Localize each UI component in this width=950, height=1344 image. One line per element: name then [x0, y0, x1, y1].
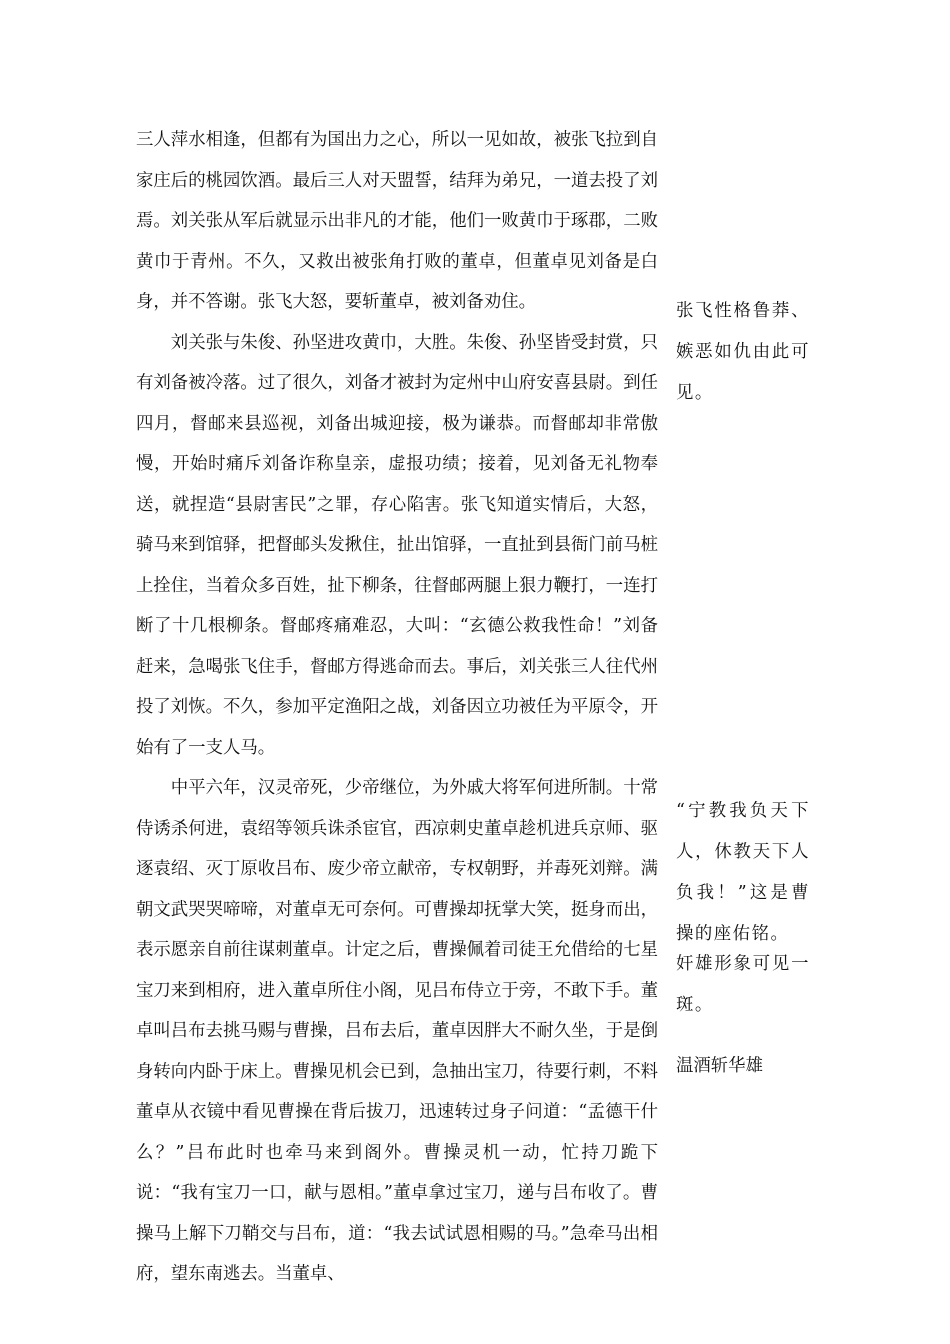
margin-note-next-section: 温酒斩华雄 — [676, 1056, 763, 1076]
margin-note-zhangfei: 张飞性格鲁莽、嫉恶如仇由此可见。 — [676, 301, 810, 403]
paragraph-2: 刘关张与朱俊、孙坚进攻黄巾，大胜。朱俊、孙坚皆受封赏，只有刘备被冷落。过了很久，刘备才被封为定州中山府安喜县尉。到任四月，督邮来县巡视，刘备出城迎接，极为谦恭。而督邮却非常傲慢，开始时痛斥刘备诈称皇亲，虚报功绩；接着，见刘备无礼物奉送，就捏造“县尉害民”之罪，存心陷害。张飞知道实情后，大怒，骑马来到馆驿，把督邮头发揪住，扯出馆驿，一直扯到县衙门前马桩上拴住，当着众多百姓，扯下柳条，往督邮两腿上狠力鞭打，一连打断了十几根柳条。督邮疼痛难忍，大叫：“玄德公救我性命！”刘备赶来，急喝张飞住手，督邮方得逃命而去。事后，刘关张三人往代州投了刘恢。不久，参加平定渔阳之战，刘备因立功被任为平原令，开始有了一支人马。 — [136, 332, 658, 758]
margin-note-villain-image: 奸雄形象可见一斑。 — [676, 954, 810, 1015]
paragraph-1: 三人萍水相逢，但都有为国出力之心，所以一见如故，被张飞拉到自家庄后的桃园饮酒。最后三人对天盟誓，结拜为弟兄，一道去投了刘焉。刘关张从军后就显示出非凡的才能，他们一败黄巾于琢郡，二败黄巾于青州。不久，又救出被张角打败的董卓，但董卓见刘备是白身，并不答谢。张飞大怒，要斩董卓，被刘备劝住。 — [136, 130, 658, 312]
main-text-column — [136, 120, 658, 1295]
paragraph-3: 中平六年，汉灵帝死，少帝继位，为外戚大将军何进所制。十常侍诱杀何进，袁绍等领兵诛杀宦官，西凉刺史董卓趁机进兵京师、驱逐袁绍、灭丁原收吕布、废少帝立献帝，专权朝野，并毒死刘辩。满朝文武哭哭啼啼，对董卓无可奈何。可曹操却抚掌大笑，挺身而出，表示愿亲自前往谋刺董卓。计定之后，曹操佩着司徒王允借给的七星宝刀来到相府，进入董卓所住小阁，见吕布侍立于旁，不敢下手。董卓叫吕布去挑马赐与曹操，吕布去后，董卓因胖大不耐久坐，于是倒身转向内卧于床上。曹操见机会已到，急抽出宝刀，待要行刺，不料董卓从衣镜中看见曹操在背后拔刀，迅速转过身子问道：“孟德干什么？”吕布此时也牵马来到阁外。曹操灵机一动，忙持刀跪下说：“我有宝刀一口，献与恩相。”董卓拿过宝刀，递与吕布收了。曹操马上解下刀鞘交与吕布，道：“我去试试恩相赐的马。”急牵马出相府，望东南逃去。当董卓、 — [136, 778, 658, 1284]
margin-note-caocao-motto: “宁教我负天下人，休教天下人负我！”这是曹操的座佑铭。 — [676, 801, 810, 944]
